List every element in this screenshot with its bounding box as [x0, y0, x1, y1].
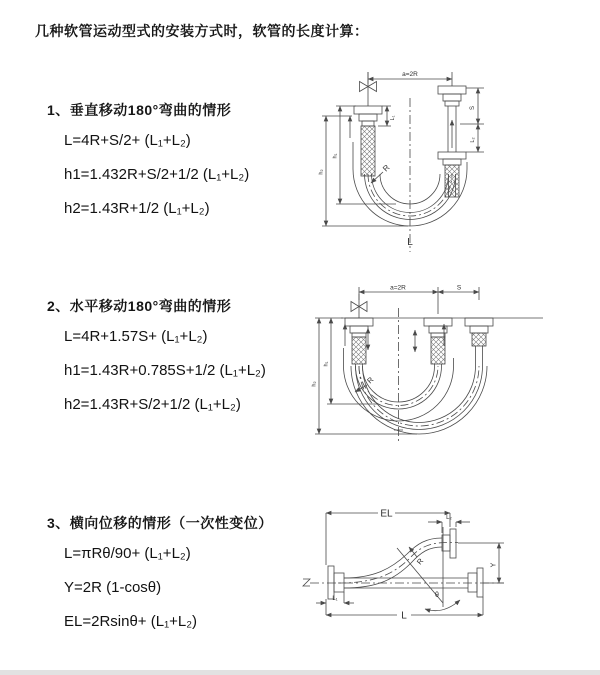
dim-label-y: Y [490, 562, 498, 568]
dim-label-el: EL [380, 508, 393, 520]
radius-leader [355, 385, 367, 392]
braided-hose-right [472, 333, 486, 346]
right-fitting-mid [438, 152, 466, 165]
right-flange [468, 568, 483, 597]
length-label: L [407, 237, 413, 248]
braided-hose-left [352, 337, 366, 364]
middle-fitting [424, 318, 452, 337]
left-flange [328, 566, 344, 599]
dim-label-a2r: a=2R [390, 284, 406, 292]
left-fitting [354, 106, 382, 126]
length-label: L [401, 610, 407, 622]
right-fitting [465, 318, 493, 333]
hose-s-curve [338, 538, 458, 588]
section-2-formula-h2: h2=1.43R+S/2+1/2 (L₁+L₂) [64, 396, 241, 413]
section-3-formula-Y: Y=2R (1-cosθ) [64, 579, 162, 596]
radius-label: R [414, 556, 426, 567]
page-bottom-divider [0, 670, 600, 675]
diagram-1-labels [319, 71, 477, 248]
dim-label-h2: h₂ [318, 169, 325, 175]
dim-label-s: S [456, 284, 462, 292]
section-3 [47, 513, 312, 647]
section-2-heading: 2、水平移动180°弯曲的情形 [47, 298, 232, 314]
braided-hose-left [361, 126, 375, 176]
section-1-formula-L: L=4R+S/2+ (L₁+L₂) [64, 132, 191, 149]
diagram-3-svg [298, 497, 598, 649]
diagram-2-labels [312, 285, 462, 387]
braided-hose-middle [431, 337, 445, 364]
diagram-3-labels [332, 509, 497, 622]
dim-label-l1: L₁ [390, 115, 396, 121]
dim-label-l2: L₂ [446, 515, 452, 521]
dim-label-a2r: a=2R [402, 71, 418, 78]
dim-label-s: S [470, 105, 476, 111]
dim-label-l2: L₂ [470, 137, 476, 143]
section-3-heading: 3、横向位移的情形（一次性变位） [47, 515, 273, 531]
radius-label: R [365, 375, 376, 386]
upper-flange [442, 529, 456, 558]
diagram-horizontal-180-bend [311, 282, 598, 452]
dim-label-l1: L₁ [332, 596, 338, 602]
dim-label-h1: h₁ [332, 153, 339, 159]
left-fitting [345, 318, 373, 337]
diagram-1-svg [312, 64, 587, 260]
right-fitting-top [438, 86, 466, 106]
section-1-formula-h1: h1=1.432R+S/2+1/2 (L₁+L₂) [64, 166, 250, 183]
page-title: 几种软管运动型式的安装方式时，软管的长度计算： [35, 23, 369, 39]
section-2-formula-L: L=4R+1.57S+ (L₁+L₂) [64, 328, 208, 345]
section-3-formula-L: L=πRθ/90+ (L₁+L₂) [64, 545, 191, 562]
dim-label-h2: h₂ [311, 381, 318, 387]
section-1-formula-h2: h2=1.43R+1/2 (L₁+L₂) [64, 200, 210, 217]
dim-label-h1: h₁ [323, 361, 330, 367]
section-3-formula-EL: EL=2Rsinθ+ (L₁+L₂) [64, 613, 198, 630]
centerline-break-mark [303, 579, 310, 586]
section-2 [47, 296, 312, 430]
diagram-vertical-180-bend [312, 64, 587, 260]
diagram-lateral-displacement [298, 497, 598, 649]
section-2-formula-h1: h1=1.43R+0.785S+1/2 (L₁+L₂) [64, 362, 266, 379]
section-1-heading: 1、垂直移动180°弯曲的情形 [47, 102, 232, 118]
angle-label: θ [435, 592, 439, 599]
radius-label: R [381, 163, 392, 174]
diagram-2-svg [311, 282, 598, 452]
section-1 [47, 100, 312, 234]
